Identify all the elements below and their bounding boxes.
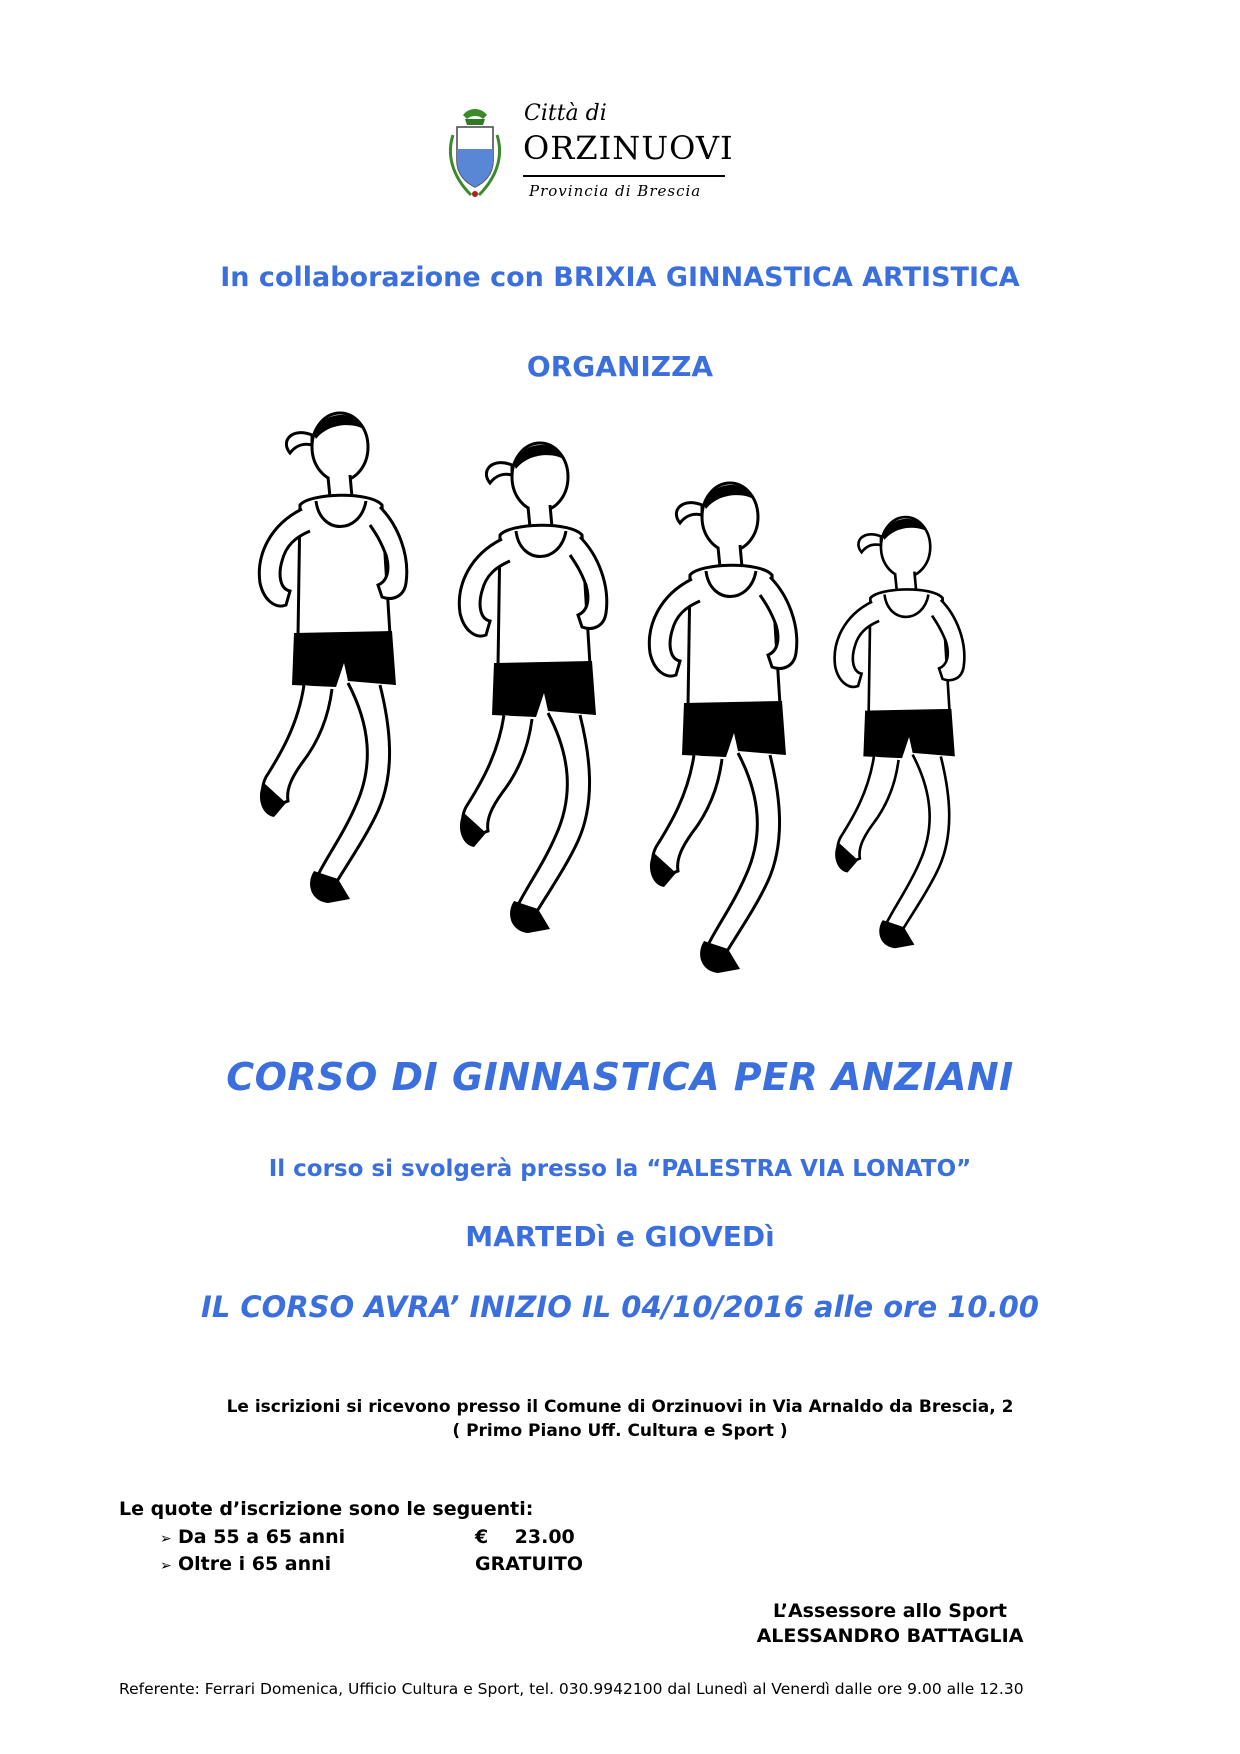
logo-city-top: Città di	[524, 101, 607, 126]
enrollment-address: Le iscrizioni si ricevono presso il Comune di Orzinuovi in Via Arnaldo da Brescia, 2	[226, 1397, 1014, 1417]
runner-3	[649, 483, 796, 973]
enrollment-office: ( Primo Piano Uff. Cultura e Sport )	[452, 1421, 788, 1441]
city-logo	[445, 95, 734, 215]
signature-role: L’Assessore allo Sport	[772, 1600, 1007, 1622]
runners-illustration	[220, 405, 1040, 1025]
runner-4	[835, 517, 965, 948]
runner-2	[459, 443, 606, 933]
fees-title: Le quote d’iscrizione sono le seguenti:	[119, 1498, 534, 1520]
course-start: IL CORSO AVRA’ INIZIO IL 04/10/2016 alle ore 10.00	[201, 1290, 1039, 1324]
logo-city-name: ORZINUOVI	[523, 129, 734, 167]
runner-1	[259, 413, 406, 903]
fee-value: € 23.00	[475, 1526, 575, 1548]
course-title: CORSO DI GINNASTICA PER ANZIANI	[226, 1055, 1014, 1099]
fee-label: Da 55 a 65 anni	[178, 1526, 346, 1548]
arrow-bullet-icon: ➢	[160, 1558, 172, 1574]
arrow-bullet-icon: ➢	[160, 1531, 172, 1547]
signature-name: ALESSANDRO BATTAGLIA	[756, 1625, 1024, 1647]
fee-label: Oltre i 65 anni	[178, 1553, 332, 1575]
organizza-heading: ORGANIZZA	[526, 350, 714, 383]
fee-item	[160, 1526, 575, 1548]
logo-province: Provincia di Brescia	[529, 182, 702, 200]
fee-item	[160, 1553, 584, 1575]
footer-referente: Referente: Ferrari Domenica, Ufficio Cultura e Sport, tel. 030.9942100 dal Lunedì al Venerdì dalle ore 9.00 alle 12.30	[119, 1680, 1024, 1698]
course-days: MARTEDì e GIOVEDì	[465, 1220, 775, 1253]
collaboration-line: In collaborazione con BRIXIA GINNASTICA ARTISTICA	[220, 262, 1020, 293]
coat-of-arms-icon	[445, 105, 505, 201]
fee-value: GRATUITO	[475, 1553, 584, 1575]
logo-divider	[523, 175, 725, 177]
course-location: Il corso si svolgerà presso la “PALESTRA VIA LONATO”	[268, 1156, 972, 1182]
